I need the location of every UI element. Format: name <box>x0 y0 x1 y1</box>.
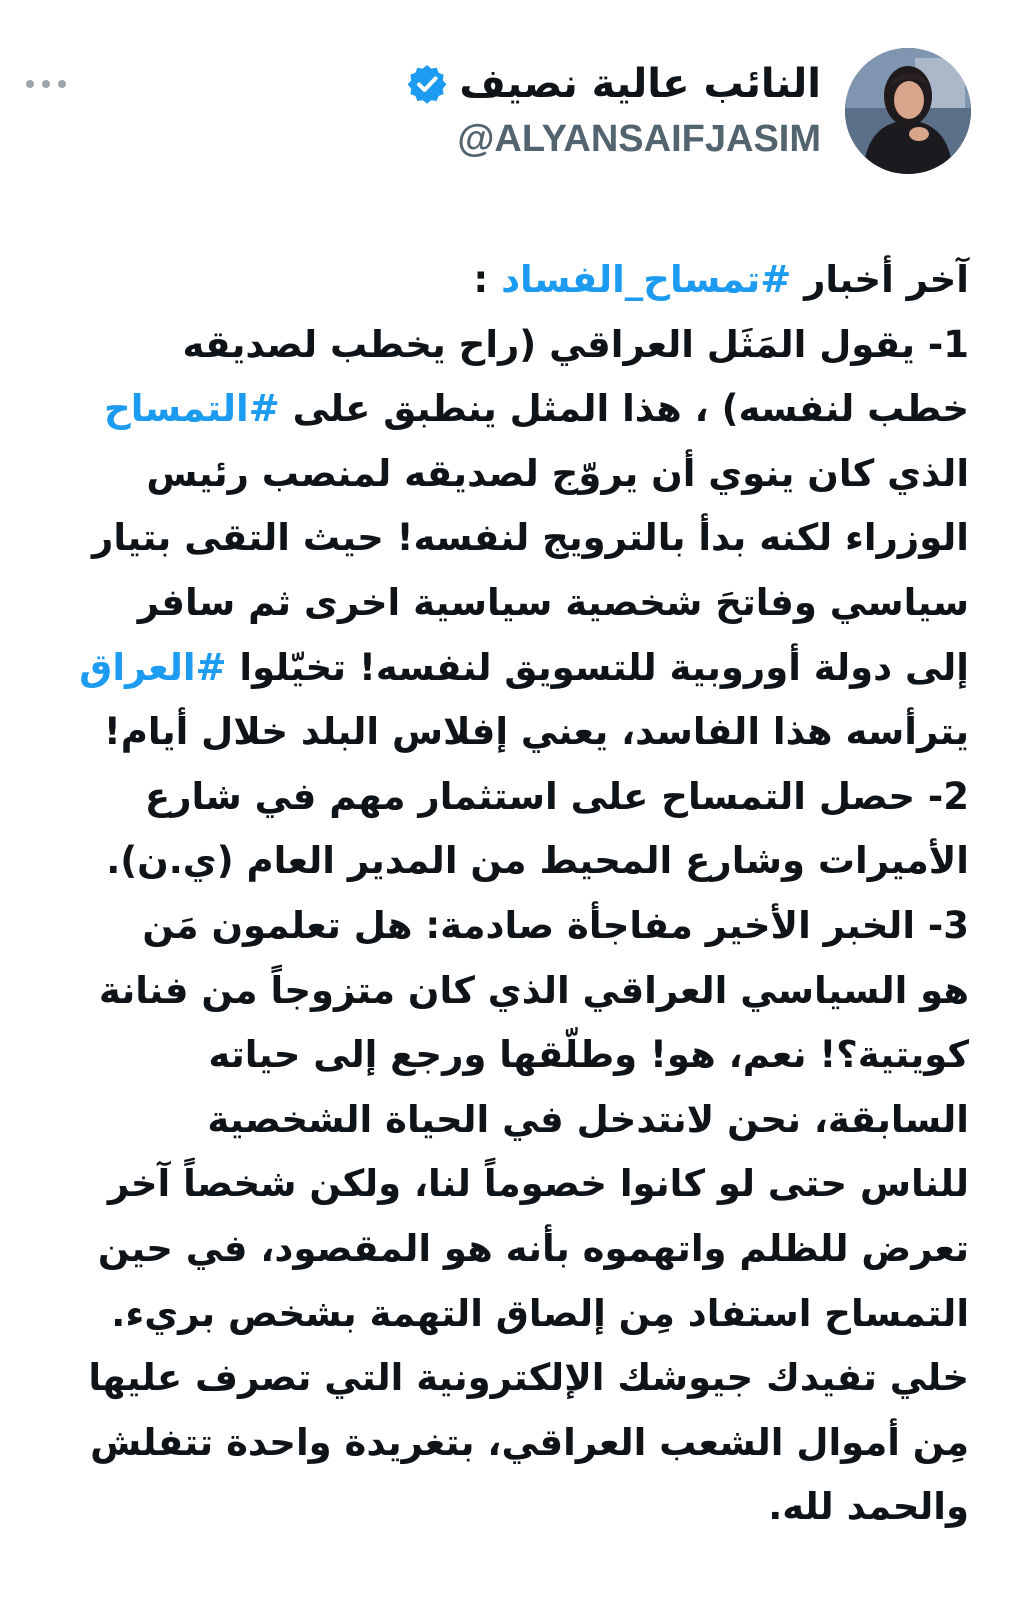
tweet-text <box>39 248 969 1540</box>
tweet-text-segment: 1- يقول المَثَل العراقي (راح يخطب لصديقه <box>182 322 969 366</box>
tweet-line <box>39 700 969 765</box>
tweet-line <box>39 313 969 378</box>
verified-badge-icon <box>407 64 447 104</box>
tweet-text-segment: كويتية؟! نعم، هو! وطلّقها ورجع إلى حياته <box>208 1033 969 1077</box>
tweet-line <box>39 1023 969 1088</box>
author-handle[interactable]: @ALYANSAIFJASIM <box>457 118 821 160</box>
tweet-line <box>39 1217 969 1282</box>
hashtag-link[interactable]: #التمساح <box>104 387 280 431</box>
tweet-line <box>39 1411 969 1476</box>
tweet-text-segment: التمساح استفاد مِن إلصاق التهمة بشخص بريء. <box>111 1291 969 1335</box>
tweet-line <box>39 894 969 959</box>
tweet-text-segment: مِن أموال الشعب العراقي، بتغريدة واحدة تتفلش <box>90 1420 969 1464</box>
tweet-line <box>39 1282 969 1347</box>
more-options-icon[interactable] <box>22 74 70 94</box>
tweet-text-segment: الذي كان ينوي أن يروّج لصديقه لمنصب رئيس <box>146 451 969 495</box>
tweet-line <box>39 442 969 507</box>
author-avatar[interactable] <box>845 48 971 174</box>
tweet-text-segment: سياسي وفاتحَ شخصية سياسية اخرى ثم سافر <box>137 580 969 624</box>
tweet-line <box>39 1152 969 1217</box>
tweet-header <box>0 46 1013 176</box>
tweet-text-segment: الوزراء لكنه بدأ بالترويج لنفسه! حيث التقى بتيار <box>92 516 969 560</box>
tweet-text-segment: تعرض للظلم واتهموه بأنه هو المقصود، في حين <box>97 1226 969 1270</box>
tweet-text-segment: خلي تفيدك جيوشك الإلكترونية التي تصرف عليها <box>88 1356 969 1400</box>
tweet-line <box>39 506 969 571</box>
tweet-line <box>39 636 969 701</box>
tweet-text-segment: السابقة، نحن لانتدخل في الحياة الشخصية <box>207 1097 969 1141</box>
hashtag-link[interactable]: #العراق <box>79 645 227 689</box>
tweet-text-segment: 3- الخبر الأخير مفاجأة صادمة: هل تعلمون مَن <box>142 903 969 947</box>
tweet-line <box>39 1346 969 1411</box>
tweet-text-segment: إلى دولة أوروبية للتسويق لنفسه! تخيّلوا <box>226 645 969 689</box>
tweet-text-segment: يترأسه هذا الفاسد، يعني إفلاس البلد خلال أيام! <box>103 710 969 754</box>
tweet-text-segment: 2- حصل التمساح على استثمار مهم في شارع <box>144 774 969 818</box>
tweet-line <box>39 829 969 894</box>
tweet-line <box>39 248 969 313</box>
tweet-text-segment: للناس حتى لو كانوا خصوماً لنا، ولكن شخصاً آخر <box>107 1162 969 1206</box>
tweet-text-segment: هو السياسي العراقي الذي كان متزوجاً من فنانة <box>98 968 969 1012</box>
tweet-text-segment: : <box>473 258 502 301</box>
tweet-line <box>39 571 969 636</box>
author-display-name[interactable]: النائب عالية نصيف <box>459 61 821 107</box>
tweet-line <box>39 765 969 830</box>
tweet-line <box>39 1475 969 1540</box>
author-name-row[interactable] <box>407 60 821 108</box>
tweet-line <box>39 959 969 1024</box>
tweet-text-segment: خطب لنفسه) ، هذا المثل ينطبق على <box>279 387 969 431</box>
tweet-text-segment: آخر أخبار <box>791 258 969 301</box>
tweet-text-segment: والحمد لله. <box>768 1485 969 1529</box>
tweet-line <box>39 1088 969 1153</box>
hashtag-link[interactable]: #تمساح_الفساد <box>501 258 792 301</box>
tweet-line <box>39 377 969 442</box>
tweet-text-segment: الأميرات وشارع المحيط من المدير العام (ي.ن). <box>106 839 969 883</box>
